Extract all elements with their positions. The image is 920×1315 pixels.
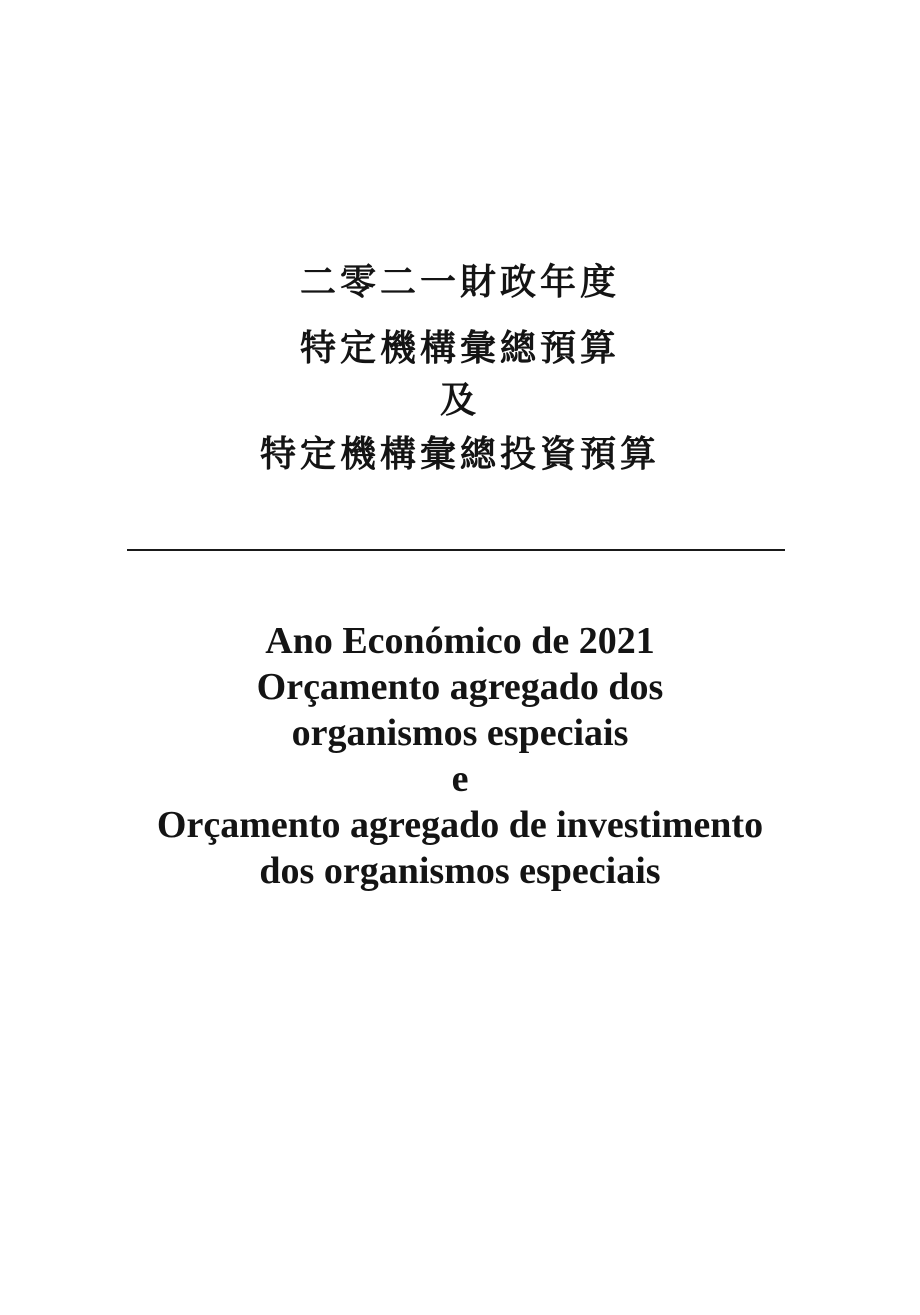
portuguese-title-line-4: e [451,758,469,800]
chinese-title-line-2: 特定機構彙總預算 [299,327,620,369]
portuguese-title-line-6: dos organismos especiais [259,850,661,892]
title-divider [127,549,785,551]
portuguese-title-line-2: Orçamento agregado dos [256,666,664,708]
portuguese-title-line-5: Orçamento agregado de investimento [156,804,764,846]
chinese-title-line-1: 二零二一財政年度 [299,261,620,303]
portuguese-title-line-1: Ano Económico de 2021 [265,620,655,662]
chinese-title-block [0,262,920,474]
chinese-title-line-3: 及 [439,379,480,421]
chinese-title-line-4: 特定機構彙總投資預算 [259,433,660,475]
portuguese-title-block [0,618,920,894]
portuguese-title-line-3: organismos especiais [291,712,629,754]
